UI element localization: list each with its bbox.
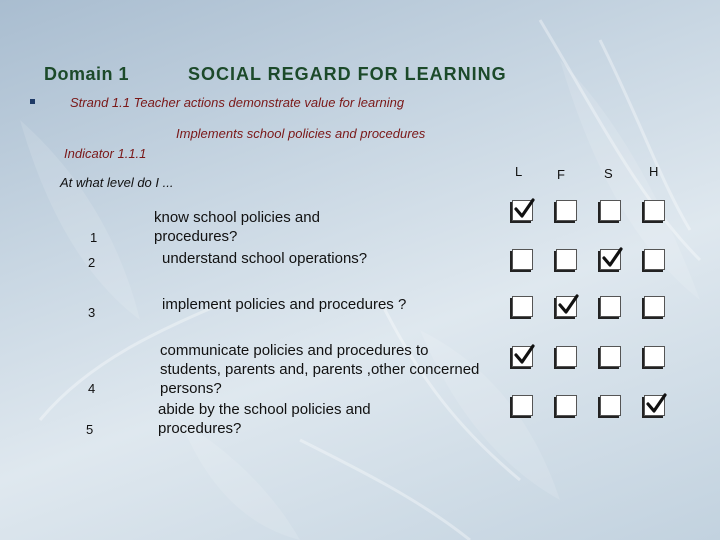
rating-checkbox-s[interactable] bbox=[600, 346, 621, 367]
item-number: 2 bbox=[88, 255, 96, 270]
column-header-s: S bbox=[604, 166, 613, 181]
rating-checkbox-l[interactable] bbox=[512, 200, 533, 221]
column-header-h: H bbox=[649, 164, 659, 179]
item-statement: communicate policies and procedures to students, parents and, parents ,other concerned persons? bbox=[160, 342, 480, 397]
rating-checkbox-h[interactable] bbox=[644, 395, 665, 416]
rating-checkbox-s[interactable] bbox=[600, 249, 621, 270]
implements-text: Implements school policies and procedures bbox=[176, 126, 426, 141]
item-number: 5 bbox=[86, 422, 94, 437]
question-prompt: At what level do I ... bbox=[60, 175, 174, 190]
rating-checkbox-h[interactable] bbox=[644, 249, 665, 270]
column-header-f: F bbox=[557, 167, 565, 182]
rating-checkbox-f[interactable] bbox=[556, 395, 577, 416]
strand-text: Strand 1.1 Teacher actions demonstrate value for learning bbox=[70, 95, 405, 110]
rating-checkbox-l[interactable] bbox=[512, 346, 533, 367]
item-number: 3 bbox=[88, 305, 96, 320]
rating-checkbox-h[interactable] bbox=[644, 346, 665, 367]
rating-checkbox-f[interactable] bbox=[556, 200, 577, 221]
item-statement: implement policies and procedures ? bbox=[162, 296, 407, 313]
rating-checkbox-s[interactable] bbox=[600, 395, 621, 416]
rating-checkbox-h[interactable] bbox=[644, 200, 665, 221]
column-header-l: L bbox=[515, 164, 523, 179]
indicator-label: Indicator 1.1.1 bbox=[64, 146, 147, 161]
rating-checkbox-s[interactable] bbox=[600, 296, 621, 317]
bullet-icon bbox=[30, 99, 35, 104]
rating-checkbox-l[interactable] bbox=[512, 395, 533, 416]
domain-label: Domain 1 bbox=[44, 64, 130, 84]
item-number: 1 bbox=[90, 230, 98, 245]
rating-checkbox-f[interactable] bbox=[556, 346, 577, 367]
domain-title: SOCIAL REGARD FOR LEARNING bbox=[188, 64, 507, 84]
item-number: 4 bbox=[88, 381, 96, 396]
rating-checkbox-s[interactable] bbox=[600, 200, 621, 221]
rating-checkbox-l[interactable] bbox=[512, 249, 533, 270]
rating-checkbox-f[interactable] bbox=[556, 249, 577, 270]
item-statement: abide by the school policies and procedures? bbox=[158, 401, 371, 437]
item-statement: understand school operations? bbox=[162, 250, 368, 267]
rating-checkbox-l[interactable] bbox=[512, 296, 533, 317]
item-statement: know school policies and procedures? bbox=[154, 209, 320, 245]
rating-checkbox-f[interactable] bbox=[556, 296, 577, 317]
rating-checkbox-h[interactable] bbox=[644, 296, 665, 317]
